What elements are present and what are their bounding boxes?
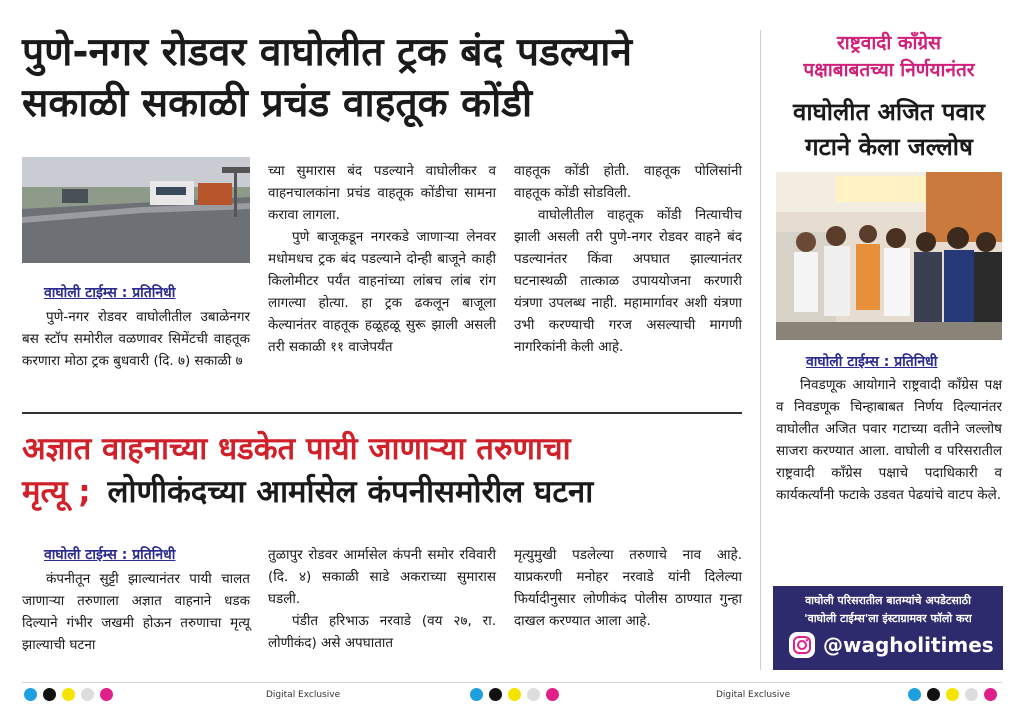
promo-line2: 'वाघोली टाईम्स'ला इंस्टाग्रामवर फॉलो करा bbox=[804, 612, 972, 625]
story1-col3-para1: वाहतूक कोंडी होती. वाहतूक पोलिसांनी वाहतूक कोंडी सोडविली. bbox=[514, 163, 742, 201]
footer-rule bbox=[22, 682, 1002, 683]
color-dot bbox=[508, 688, 521, 701]
color-dot bbox=[62, 688, 75, 701]
story2-col1 bbox=[22, 568, 250, 656]
footer-dots-right bbox=[908, 688, 997, 701]
column-separator bbox=[760, 30, 761, 670]
story1-col2-para1: च्या सुमारास बंद पडल्याने वाघोलीकर व वाहनचालकांना प्रचंड वाहतूक कोंडीचा सामना करावा लागला. bbox=[268, 163, 496, 223]
story1-byline: वाघोली टाईम्स : प्रतिनिधी bbox=[44, 285, 176, 301]
footer-label-left: Digital Exclusive bbox=[266, 690, 341, 700]
color-dot bbox=[927, 688, 940, 701]
story2-col2 bbox=[268, 544, 496, 654]
instagram-handle[interactable]: @wagholitimes bbox=[823, 633, 994, 657]
footer-label-right: Digital Exclusive bbox=[716, 690, 791, 700]
story2-col2-para1: तुळापुर रोडवर आर्मासेल कंपनी समोर रविवारी (दि. ४) सकाळी साडे अकराच्या सुमारास घडली. bbox=[268, 547, 496, 607]
story2-headline-line1: अज्ञात वाहनाच्या धडकेत पायी जाणाऱ्या तरुणाचा bbox=[22, 431, 571, 467]
instagram-icon bbox=[789, 632, 815, 658]
story2-byline: वाघोली टाईम्स : प्रतिनिधी bbox=[44, 547, 176, 563]
story3-body-text: निवडणूक आयोगाने राष्ट्रवादी काँग्रेस पक्ष व निवडणूक चिन्हाबाबत निर्णय दिल्यानंतर वाघोलीत अजित पवार गटाच्या वतीने जल्लोष साजरा करण्यात आला. वाघोली व परिसरातील राष्ट्रवादी काँग्रेस पक्षाचे पदाधिकारी व कार्यकर्त्यांनी फटाके उडवत पेढयांचे वाटप केले. bbox=[776, 377, 1002, 503]
story1-col1 bbox=[22, 306, 250, 372]
story3-headline bbox=[770, 98, 1008, 162]
story1-col3 bbox=[514, 160, 742, 358]
color-dot bbox=[984, 688, 997, 701]
color-dot bbox=[81, 688, 94, 701]
color-dot bbox=[546, 688, 559, 701]
color-dot bbox=[527, 688, 540, 701]
story3-body bbox=[776, 374, 1002, 506]
color-dot bbox=[965, 688, 978, 701]
story1-col3-para2: वाघोलीतील वाहतूक कोंडी नित्याचीच झाली असली तरी पुणे-नगर रोडवर वाहने बंद पडल्यानंतर किंवा अपघात झाल्यानंतर घटनास्थळी तात्काळ उपाययोजना करणारी यंत्रणा उपलब्ध नाही. महामार्गावर अशी यंत्रणा उभी करण्याची गरज असल्याची मागणी नागरिकांनी केली आहे. bbox=[514, 207, 742, 355]
story1-col2-para2: पुणे बाजूकडून नगरकडे जाणाऱ्या लेनवर मधोमधच ट्रक बंद पडल्याने दोन्ही बाजूने काही किलोमीटर पर्यंत वाहनांच्या लांबच लांब रांग लागल्या होत्या. हा ट्रक ढकलून बाजूला केल्यानंतर वाहतूक हळूहळू सुरू झाली असली तरी सकाळी ११ वाजेपर्यंत bbox=[268, 229, 496, 355]
story3-headline-line1: वाघोलीत अजित पवार bbox=[793, 98, 985, 126]
story1-headline bbox=[22, 30, 752, 128]
story2-headline-line2a: मृत्यू ; bbox=[22, 474, 91, 511]
story2-headline bbox=[22, 431, 752, 511]
story3-kicker bbox=[770, 32, 1008, 82]
color-dot bbox=[489, 688, 502, 701]
story3-kicker-line2: पक्षाबाबतच्या निर्णयानंतर bbox=[803, 58, 975, 81]
color-dot bbox=[100, 688, 113, 701]
promo-line1: वाघोली परिसरातील बातम्यांचे अपडेटसाठी bbox=[805, 594, 971, 607]
story1-col2 bbox=[268, 160, 496, 358]
footer-dots-left bbox=[24, 688, 113, 701]
story2-col1-text: कंपनीतून सुट्टी झाल्यानंतर पायी चालत जाणाऱ्या तरुणाला अज्ञात वाहनाने धडक दिल्याने गंभीर जखमी होऊन तरुणाचा मृत्यू झाल्याची घटना bbox=[22, 571, 250, 653]
color-dot bbox=[43, 688, 56, 701]
story1-headline-line1: पुणे-नगर रोडवर वाघोलीत ट्रक बंद पडल्याने bbox=[22, 30, 633, 75]
footer-dots-center bbox=[470, 688, 559, 701]
story3-photo bbox=[776, 172, 1002, 340]
story3-byline: वाघोली टाईम्स : प्रतिनिधी bbox=[806, 354, 938, 370]
color-dot bbox=[908, 688, 921, 701]
story2-col3 bbox=[514, 544, 742, 632]
story2-col2-para2: पंडीत हरिभाऊ नरवाडे (वय २७, रा. लोणीकंद) असे अपघातात bbox=[268, 613, 496, 651]
story1-col1-text: पुणे-नगर रोडवर वाघोलीतील उबाळेनगर बस स्टॉप समोरील वळणावर सिमेंटची वाहतूक करणारा मोठा ट्रक बुधवारी (दि. ७) सकाळी ७ bbox=[22, 309, 250, 369]
story3-headline-line2: गटाने केला जल्लोष bbox=[805, 132, 973, 161]
story2-col3-text: मृत्युमुखी पडलेल्या तरुणाचे नाव आहे. याप्रकरणी मनोहर नरवाडे यांनी दिलेल्या फिर्यादीनुसार लोणीकंद पोलीस ठाण्यात गुन्हा दाखल करण्यात आला आहे. bbox=[514, 547, 742, 629]
story1-photo bbox=[22, 157, 250, 263]
story2-headline-line2b: लोणीकंदच्या आर्मासेल कंपनीसमोरील घटना bbox=[107, 474, 594, 511]
story1-headline-line2: सकाळी सकाळी प्रचंड वाहतूक कोंडी bbox=[22, 80, 533, 126]
color-dot bbox=[470, 688, 483, 701]
story-divider bbox=[22, 412, 742, 414]
story3-kicker-line1: राष्ट्रवादी काँग्रेस bbox=[837, 32, 941, 54]
color-dot bbox=[24, 688, 37, 701]
color-dot bbox=[946, 688, 959, 701]
instagram-promo-box bbox=[773, 586, 1003, 670]
